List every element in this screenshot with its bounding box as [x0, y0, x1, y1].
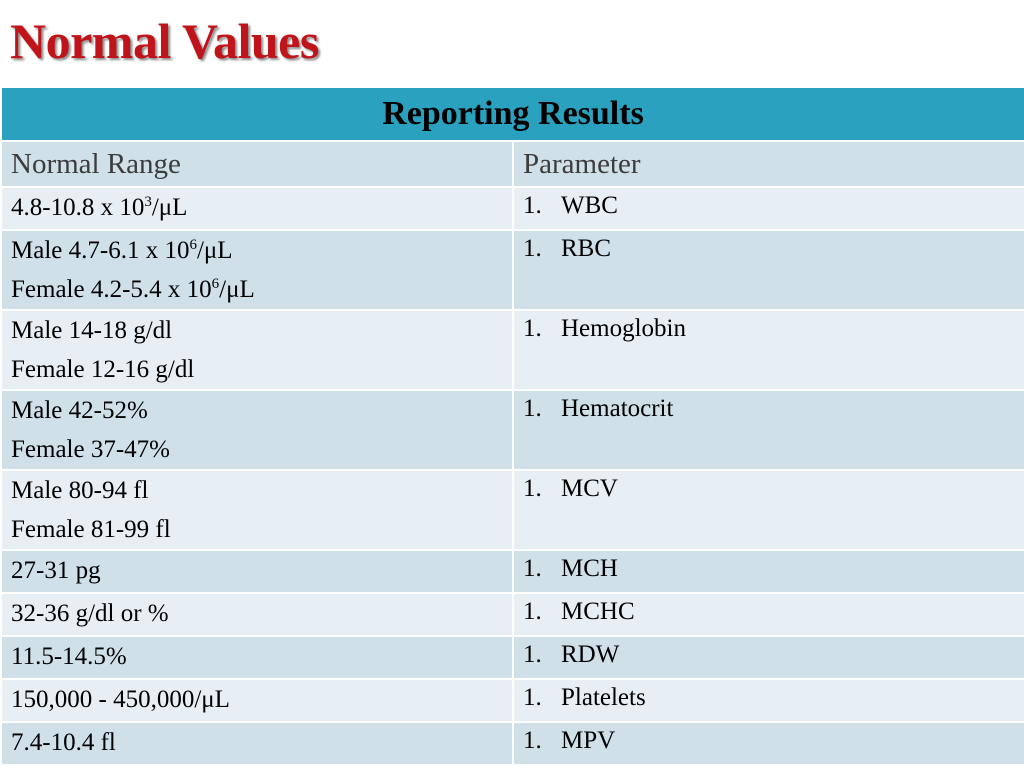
list-number: 1.	[523, 727, 542, 754]
table-row	[1, 390, 1024, 470]
parameter-name: MPV	[561, 727, 616, 754]
normal-range-line	[2, 680, 512, 719]
list-number: 1.	[523, 684, 542, 711]
normal-range-cell	[1, 230, 513, 310]
parameter-cell	[513, 679, 1024, 722]
list-number: 1.	[523, 555, 542, 582]
normal-range-cell	[1, 593, 513, 636]
parameter-name: Platelets	[561, 684, 646, 711]
normal-range-cell	[1, 310, 513, 390]
table-row	[1, 550, 1024, 593]
range-text: 27-31 pg	[11, 557, 101, 584]
parameter-item	[514, 188, 1024, 224]
parameter-item	[514, 391, 1024, 427]
parameter-item	[514, 551, 1024, 587]
parameter-cell	[513, 550, 1024, 593]
normal-range-cell	[1, 390, 513, 470]
range-text: Female 37-47%	[11, 436, 170, 463]
parameter-item	[514, 723, 1024, 759]
normal-range-line	[2, 594, 512, 633]
table-row	[1, 636, 1024, 679]
table-row	[1, 187, 1024, 230]
column-header-row	[1, 141, 1024, 187]
parameter-item	[514, 311, 1024, 347]
range-text: 11.5-14.5%	[11, 643, 127, 670]
list-number: 1.	[523, 235, 542, 262]
parameter-cell	[513, 310, 1024, 390]
normal-range-line	[2, 510, 512, 549]
normal-range-cell	[1, 470, 513, 550]
slide-title: Normal Values	[10, 13, 319, 69]
parameter-cell	[513, 470, 1024, 550]
range-text: Male 14-18 g/dl	[11, 317, 173, 344]
normal-range-cell	[1, 550, 513, 593]
normal-range-line	[2, 188, 512, 227]
parameter-cell	[513, 722, 1024, 765]
column-header-normal-range: Normal Range	[1, 141, 513, 187]
normal-values-table	[0, 86, 1024, 766]
parameter-name: MCHC	[561, 598, 635, 625]
range-exponent: 6	[211, 276, 220, 292]
table-row	[1, 230, 1024, 310]
range-text: Male 80-94 fl	[11, 477, 149, 504]
parameter-cell	[513, 636, 1024, 679]
normal-range-line	[2, 311, 512, 350]
range-text: 4.8-10.8 x 10	[11, 194, 145, 221]
list-number: 1.	[523, 395, 542, 422]
normal-range-cell	[1, 722, 513, 765]
column-header-parameter: Parameter	[513, 141, 1024, 187]
normal-range-line	[2, 270, 512, 309]
normal-range-line	[2, 350, 512, 389]
table-caption: Reporting Results	[1, 87, 1024, 141]
parameter-name: MCV	[561, 475, 618, 502]
normal-range-cell	[1, 679, 513, 722]
range-unit: /μL	[151, 194, 188, 221]
range-exponent: 3	[144, 194, 152, 210]
range-text: Male 4.7-6.1 x 10	[11, 237, 190, 264]
range-text: Male 42-52%	[11, 397, 148, 424]
parameter-name: MCH	[561, 555, 618, 582]
parameter-item	[514, 471, 1024, 507]
normal-range-line	[2, 430, 512, 469]
range-exponent: 6	[189, 237, 197, 253]
table-row	[1, 310, 1024, 390]
parameter-name: Hematocrit	[561, 395, 674, 422]
table-body	[1, 141, 1024, 765]
list-number: 1.	[523, 192, 542, 219]
list-number: 1.	[523, 315, 542, 342]
parameter-cell	[513, 390, 1024, 470]
range-text: Female 12-16 g/dl	[11, 356, 195, 383]
table-row	[1, 722, 1024, 765]
table-row	[1, 593, 1024, 636]
parameter-item	[514, 680, 1024, 716]
normal-range-line	[2, 637, 512, 676]
parameter-name: Hemoglobin	[561, 315, 686, 342]
table-row	[1, 470, 1024, 550]
range-text: Female 81-99 fl	[11, 516, 171, 543]
normal-range-cell	[1, 187, 513, 230]
parameter-item	[514, 637, 1024, 673]
list-number: 1.	[523, 641, 542, 668]
range-text: 32-36 g/dl or %	[11, 600, 169, 627]
range-unit: /μL	[219, 276, 255, 303]
parameter-cell	[513, 230, 1024, 310]
range-text: 150,000 - 450,000/μL	[11, 686, 230, 713]
parameter-cell	[513, 593, 1024, 636]
normal-range-line	[2, 471, 512, 510]
parameter-item	[514, 594, 1024, 630]
list-number: 1.	[523, 475, 542, 502]
range-text: 7.4-10.4 fl	[11, 729, 116, 756]
parameter-item	[514, 231, 1024, 267]
normal-range-line	[2, 551, 512, 590]
parameter-cell	[513, 187, 1024, 230]
parameter-name: WBC	[561, 192, 618, 219]
parameter-name: RBC	[561, 235, 612, 262]
normal-range-line	[2, 231, 512, 270]
normal-range-line	[2, 391, 512, 430]
table-row	[1, 679, 1024, 722]
range-text: Female 4.2-5.4 x 10	[11, 276, 212, 303]
range-unit: /μL	[196, 237, 233, 264]
normal-range-line	[2, 723, 512, 762]
parameter-name: RDW	[561, 641, 620, 668]
normal-range-cell	[1, 636, 513, 679]
list-number: 1.	[523, 598, 542, 625]
